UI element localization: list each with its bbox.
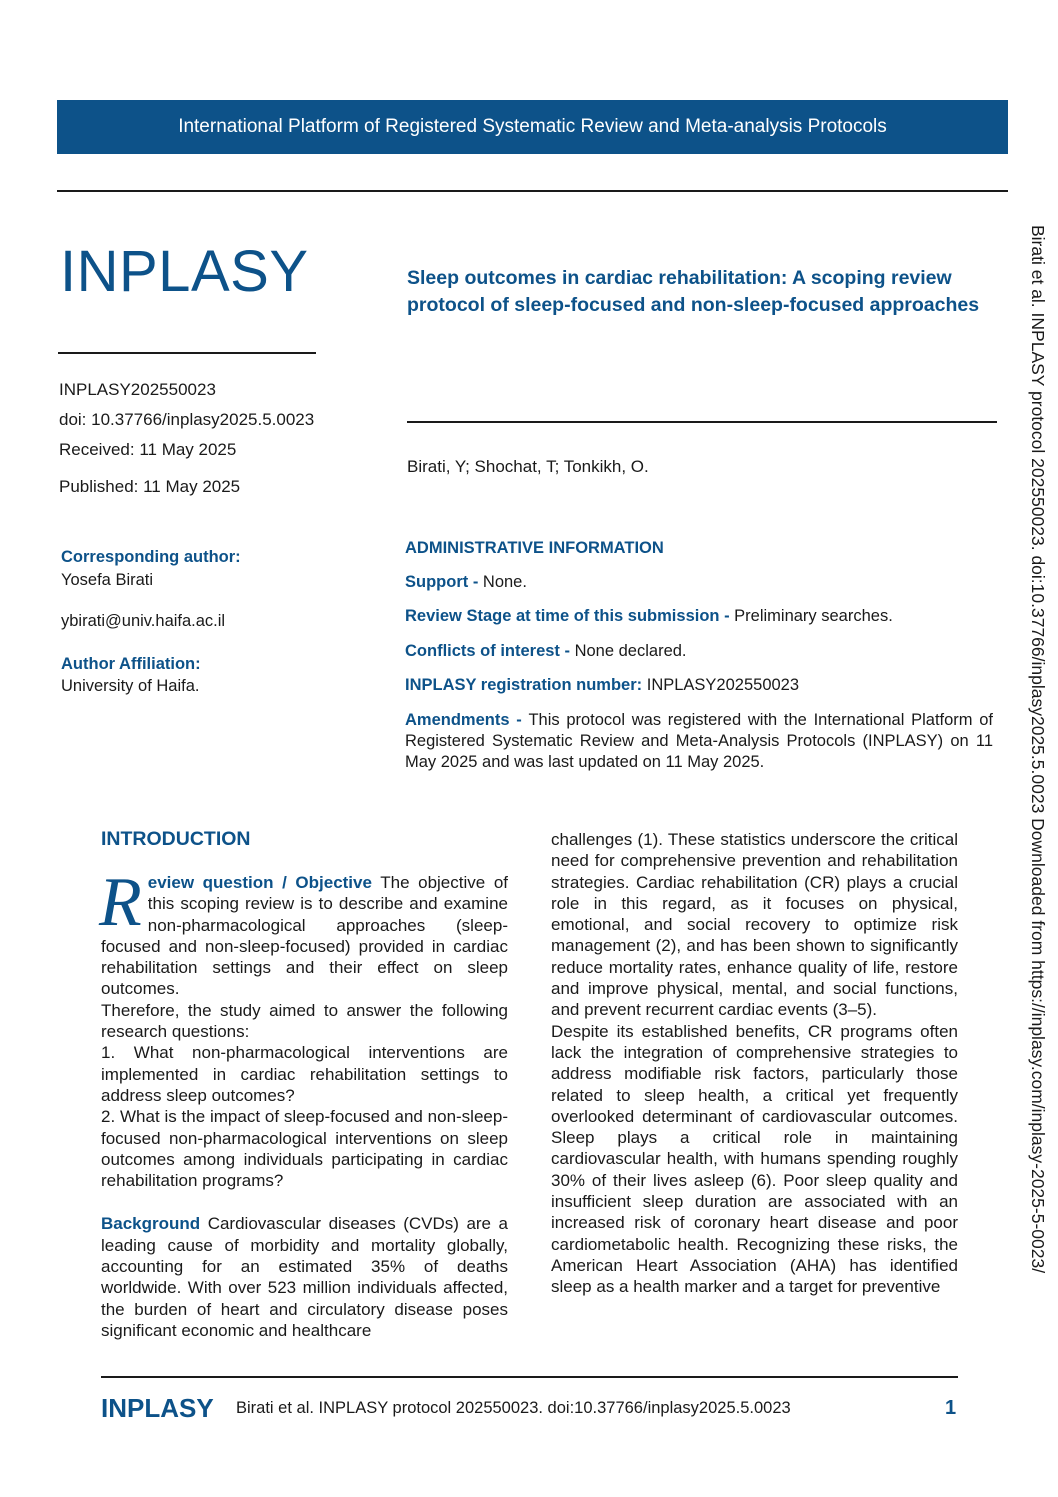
conflicts-label: Conflicts of interest -	[405, 642, 575, 660]
registration-value: INPLASY202550023	[646, 676, 800, 694]
footer-divider	[101, 1376, 958, 1378]
logo-divider	[58, 352, 316, 354]
admin-conflicts	[405, 641, 993, 662]
published-date: Published: 11 May 2025	[59, 477, 241, 496]
inplasy-id: INPLASY202550023	[59, 380, 216, 399]
title-divider	[407, 421, 997, 423]
background-text: Cardiovascular diseases (CVDs) are a leading cause of morbidity and mortality globally, accounting for an estimated 35% of deaths worldwide. With over 523 million individuals affected, the burden of heart and circulatory disease poses significant economic and healthcare	[101, 1214, 508, 1340]
corresponding-author-email[interactable]: ybirati@univ.haifa.ac.il	[61, 612, 226, 630]
admin-support	[405, 572, 993, 593]
body-paragraph-2: Despite its established benefits, CR programs often lack the integration of comprehensive strategies to address modifiable risk factors, particularly those related to sleep health, a critical yet frequently overlooked determinant of cardiovascular outcomes. Sleep plays a critical role in maintaining cardiovascular health, with humans spending roughly 30% of their lives asleep (6). Poor sleep quality and insufficient sleep duration are associated with an increased risk of coronary heart disease and poor cardiometabolic health. Recognizing these risks, the American Heart Association (AHA) has identified sleep as a health marker and a target for preventive	[551, 1021, 958, 1297]
research-question-2: 2. What is the impact of sleep-focused and non-sleep-focused non-pharmacological interventions on sleep outcomes among individuals participating in cardiac rehabilitation programs?	[101, 1107, 508, 1191]
amendments-value: This protocol was registered with the International Platform of Registered Systematic Review and Meta-Analysis Protocols (INPLASY) on 11 May 2025 and was last updated on 11 May 2025.	[405, 711, 993, 771]
support-label: Support -	[405, 573, 483, 591]
body-paragraph-1: challenges (1). These statistics underscore the critical need for comprehensive prevention and rehabilitation strategies. Cardiac rehabilitation (CR) plays a crucial role in this regard, as it focuses on physical, emotional, and social recovery to optimize risk management (2), and has been shown to significantly reduce mortality rates, enhance quality of life, restore and improve physical, mental, and social functions, and prevent recurrent cardiac events (3–5).	[551, 830, 958, 1020]
admin-review-stage	[405, 606, 993, 627]
author-list: Birati, Y; Shochat, T; Tonkikh, O.	[407, 457, 649, 476]
admin-amendments	[405, 710, 993, 773]
platform-banner: International Platform of Registered Systematic Review and Meta-analysis Protocols	[57, 100, 1008, 154]
background-label: Background	[101, 1214, 201, 1234]
author-affiliation-label: Author Affiliation:	[61, 655, 201, 673]
admin-registration	[405, 675, 993, 696]
research-question-1: 1. What non-pharmacological interventions are implemented in cardiac rehabilitation settings to address sleep outcomes?	[101, 1043, 508, 1105]
introduction-heading: INTRODUCTION	[101, 828, 251, 850]
left-column	[99, 864, 508, 1341]
review-stage-label: Review Stage at time of this submission -	[405, 607, 735, 625]
footer-logo: INPLASY	[101, 1393, 214, 1423]
review-stage-value: Preliminary searches.	[734, 607, 893, 625]
page-number: 1	[945, 1397, 957, 1419]
article-title: Sleep outcomes in cardiac rehabilitation: A scoping review protocol of sleep-focused and non-sleep-focused approaches	[407, 267, 980, 316]
admin-heading: ADMINISTRATIVE INFORMATION	[405, 539, 664, 557]
author-affiliation: University of Haifa.	[61, 677, 200, 695]
review-question-label: eview question / Objective	[147, 873, 372, 892]
conflicts-value: None declared.	[574, 642, 687, 660]
doi: doi: 10.37766/inplasy2025.5.0023	[59, 410, 315, 429]
research-questions-intro: Therefore, the study aimed to answer the following research questions:	[101, 1000, 508, 1042]
side-citation: Birati et al. INPLASY protocol 202550023. doi:10.37766/inplasy2025.5.0023 Downloaded from https://inplasy.com/inplasy-2025-5-0023/	[1028, 225, 1048, 1274]
support-value: None.	[482, 573, 527, 591]
review-question-paragraph	[99, 864, 508, 1000]
footer-citation: Birati et al. INPLASY protocol 202550023. doi:10.37766/inplasy2025.5.0023	[236, 1399, 791, 1417]
review-question-text: The objective of this scoping review is to describe and examine non-pharmacological approaches (sleep-focused and non-sleep-focused) provided in cardiac rehabilitation settings and their effect on sleep outcomes.	[101, 873, 508, 999]
corresponding-author-label: Corresponding author:	[61, 548, 241, 566]
registration-label: INPLASY registration number:	[405, 676, 647, 694]
top-divider	[57, 190, 1008, 192]
inplasy-logo: INPLASY	[60, 239, 309, 304]
background-paragraph	[101, 1213, 508, 1341]
amendments-label: Amendments -	[405, 711, 529, 729]
drop-cap: R	[99, 864, 142, 941]
received-date: Received: 11 May 2025	[59, 440, 237, 459]
corresponding-author-name: Yosefa Birati	[61, 571, 154, 589]
right-column	[551, 829, 958, 1298]
